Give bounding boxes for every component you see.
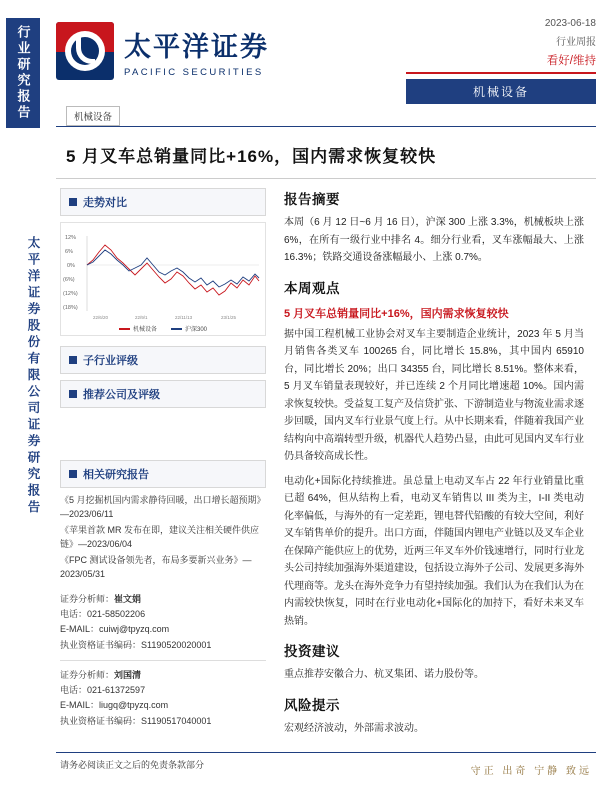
- svg-text:(12%): (12%): [63, 291, 78, 297]
- view-heading: 本周观点: [284, 280, 340, 296]
- analyst-divider: [60, 660, 266, 661]
- header-meta: [406, 18, 596, 104]
- band-category-label: 行业研究报告: [6, 18, 40, 128]
- analyst-email-label: E-MAIL：: [60, 624, 100, 635]
- analyst-phone: 021-61372597: [87, 685, 146, 696]
- logo-english-name: PACIFIC SECURITIES: [124, 66, 264, 78]
- invest-heading: 投资建议: [284, 644, 340, 659]
- analyst-license: S1190520020001: [141, 639, 212, 650]
- analyst-license: S1190517040001: [141, 715, 212, 726]
- analyst-license-label: 执业资格证书编码：: [60, 639, 142, 650]
- page-title: 5 月叉车总销量同比+16%，国内需求恢复较快: [66, 147, 437, 166]
- svg-text:22/6/20: 22/6/20: [93, 315, 109, 320]
- analyst-email[interactable]: cuiwj@tpyzq.com: [99, 624, 170, 635]
- trend-chart-svg: [63, 227, 263, 323]
- summary-text: 本周（6 月 12 日~6 月 16 日），沪深 300 上涨 3.3%，机械板块上涨 6%，在所有一级行业中排名 4。细分行业看，叉车涨幅最大、上涨 16.3%；铁路交通设备涨幅最小、上涨 0.7%。: [284, 217, 584, 263]
- report-kind: 行业周报: [556, 37, 596, 48]
- bullet-icon: [69, 356, 77, 364]
- bullet-icon: [69, 390, 77, 398]
- right-column: [284, 188, 584, 744]
- view-subheading: 5 月叉车总销量同比+16%，国内需求恢复较快: [284, 307, 509, 320]
- risk-text: 宏观经济波动，外部需求波动。: [284, 722, 424, 734]
- bullet-icon: [69, 198, 77, 206]
- analyst-email-label: E-MAIL：: [60, 700, 100, 711]
- legend-label-0: 机械设备: [132, 327, 157, 333]
- left-side-band: [0, 0, 46, 792]
- left-column: [60, 188, 266, 729]
- svg-text:0%: 0%: [67, 263, 75, 269]
- footer-disclaimer: 请务必阅读正文之后的免责条款部分: [60, 760, 205, 770]
- list-item[interactable]: 《FPC 测试设备领先者，布局多要新兴业务》—2023/05/31: [60, 554, 252, 579]
- risk-heading: 风险提示: [284, 697, 340, 713]
- header-rule: [56, 126, 596, 127]
- legend-label-1: 沪深300: [185, 327, 208, 333]
- section-trend-label: 走势对比: [83, 197, 127, 209]
- report-date: 2023-06-18: [544, 18, 596, 29]
- analyst-phone-label: 电话：: [60, 608, 88, 619]
- svg-text:22/11/13: 22/11/13: [175, 315, 193, 320]
- sector-tag: 机械设备: [66, 106, 120, 126]
- section-recommend-label: 推荐公司及评级: [83, 389, 160, 401]
- section-trend-header: [60, 188, 266, 216]
- analyst-license-label: 执业资格证书编码：: [60, 715, 142, 726]
- svg-text:12%: 12%: [65, 235, 77, 241]
- chart-legend: [63, 324, 263, 333]
- sector-badge: 机械设备: [406, 79, 596, 104]
- section-subindustry-label: 子行业评级: [83, 355, 138, 367]
- analyst-1: [60, 668, 266, 729]
- analyst-role-label: 证券分析师：: [60, 593, 115, 604]
- list-item[interactable]: 《5 月挖掘机国内需求静待回暖，出口增长超预期》—2023/06/11: [60, 495, 266, 519]
- svg-text:(18%): (18%): [63, 305, 78, 311]
- svg-text:23/1/25: 23/1/25: [221, 315, 237, 320]
- section-recommend-header: [60, 380, 266, 408]
- legend-item-0: [119, 324, 157, 333]
- analyst-phone: 021-58502206: [87, 608, 146, 619]
- analyst-phone-label: 电话：: [60, 685, 88, 696]
- invest-text: 重点推荐安徽合力、杭叉集团、诺力股份等。: [284, 669, 484, 680]
- legend-item-1: [171, 324, 207, 333]
- view-paragraph-2: 电动化+国际化持续推进。虽总量上电动叉车占 22 年行业销量比重已超 64%，但从结构上看，电动叉车销售以 III 类为主，I-II 类电动化率偏低，与海外的有一定差距，锂电替代铅酸的有较大空间，利好叉车销售单价的提升。出口方面，伴随国内锂电产业链以及叉车企业在保障产能供应上的优势，近两三年叉车外价钱速增行，同时行业龙头公司持续加强海外渠道建设，包括设立海外子公司、发展更多海外代理商等。龙头在海外竞争力有望持续加强。我们认为在我们认为在内需较快恢复，同时在行业电动化+国际化的加持下，看好未来叉车热销。: [284, 475, 584, 627]
- list-item[interactable]: 《苹果首款 MR 发布在即，建议关注相关硬件供应链》—2023/06/04: [60, 524, 259, 549]
- title-rule: [56, 178, 596, 179]
- bullet-icon: [69, 470, 77, 478]
- logo-chinese-name: 太平洋证券: [124, 31, 269, 63]
- section-subindustry-header: [60, 346, 266, 374]
- band-company-label: 太平洋证券股份有限公司证券研究报告: [26, 236, 40, 517]
- svg-text:(6%): (6%): [63, 277, 75, 283]
- analyst-role-label: 证券分析师：: [60, 669, 115, 680]
- header-divider: [406, 72, 596, 74]
- footer-slogan: 守正 出奇 宁静 致远: [470, 766, 592, 777]
- view-paragraph-1: 据中国工程机械工业协会对叉车主要制造企业统计，2023 年 5 月当月销售各类叉车 100265 台，同比增长 15.8%，其中国内 65910 台，同比增长 20%；出口 34355 台，同比增长 8.51%。整体来看，5 月叉车销量表现较好，并已连续 2 个月同比增速超 10%。国内需求恢复较快。受益复工复产及信贷扩张、下游制造业与物流业需求逐步回暖，国内叉车行业景气度上行。从中长期来看，伴随着我国产业结构向中高端转型升级，机器代人趋势凸显，由此可见国内叉车行业仍具备较高成长性。: [284, 328, 584, 462]
- document-header: [56, 18, 596, 98]
- analyst-name: 崔文娟: [114, 593, 142, 604]
- section-related-header: [60, 460, 266, 488]
- svg-text:6%: 6%: [65, 249, 73, 255]
- summary-heading: 报告摘要: [284, 192, 340, 207]
- analyst-email[interactable]: liugq@tpyzq.com: [99, 700, 169, 711]
- analyst-name: 刘国清: [114, 669, 142, 680]
- rating-badge: 看好/维持: [546, 55, 596, 67]
- trend-chart: [60, 222, 266, 336]
- section-related-label: 相关研究报告: [83, 469, 149, 481]
- related-reports-list: [60, 494, 266, 582]
- company-logo: [56, 22, 269, 80]
- footer-rule: [56, 752, 596, 753]
- analyst-0: [60, 592, 266, 653]
- svg-text:22/9/1: 22/9/1: [135, 315, 148, 320]
- logo-mark-icon: [56, 22, 114, 80]
